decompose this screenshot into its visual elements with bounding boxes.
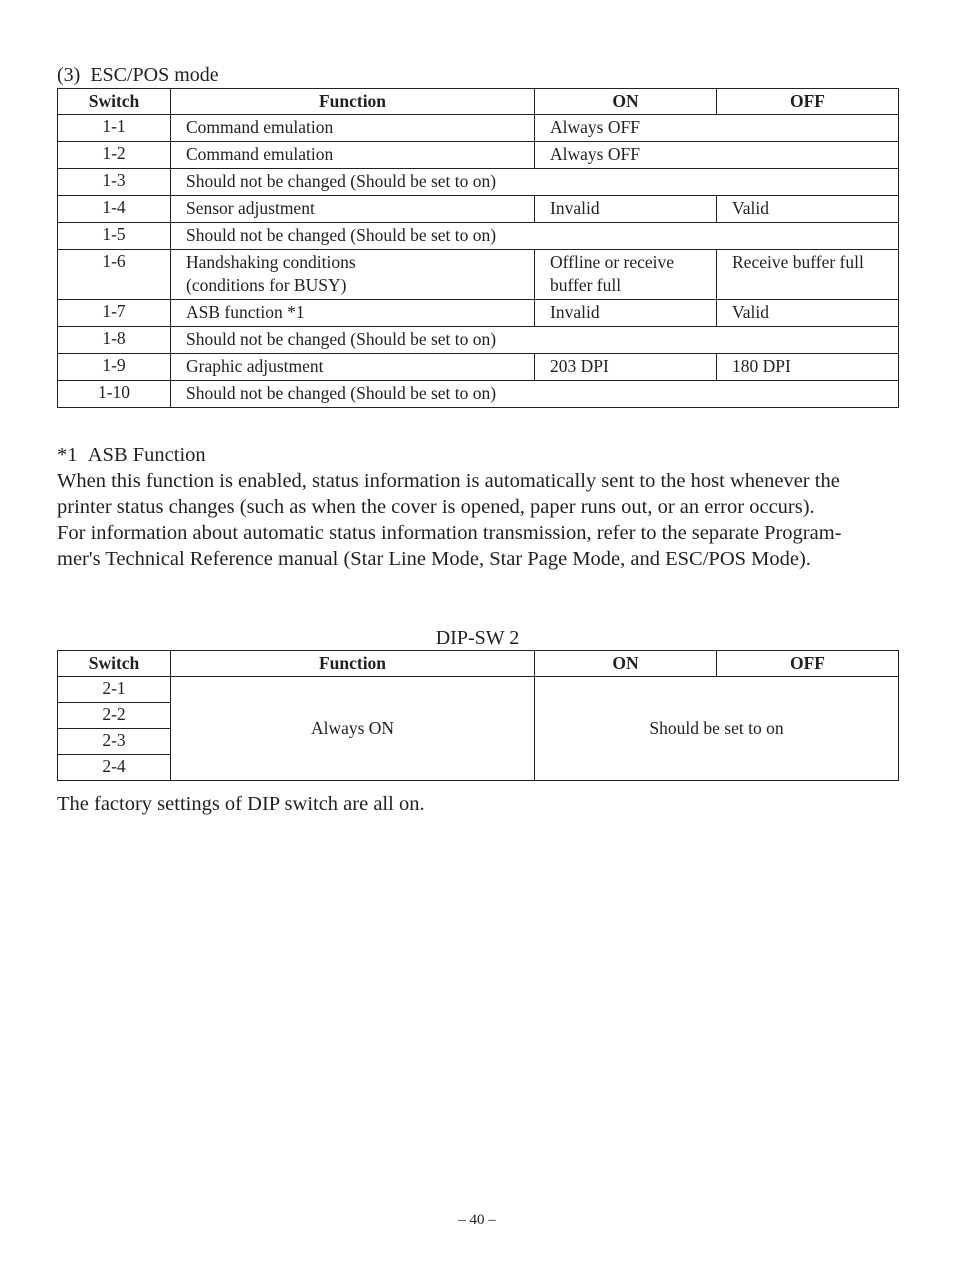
asb-function-note [57,442,898,572]
note-line: When this function is enabled, status information is automatically sent to the host whenever the [57,470,840,492]
function-cell [171,250,535,300]
switch-cell: 1-3 [58,169,171,196]
note-line: printer status changes (such as when the cover is opened, paper runs out, or an error occurs). [57,496,815,518]
function-cell: Command emulation [171,142,535,169]
switch-cell: 2-3 [58,729,171,755]
switch-cell: 1-2 [58,142,171,169]
function-cell: Should not be changed (Should be set to on) [171,381,899,408]
off-cell: Receive buffer full [717,250,899,300]
on-cell: Invalid [535,300,717,327]
dip-sw2-table [57,650,899,781]
note-line: For information about automatic status information transmission, refer to the separate Program- [57,522,842,544]
on-off-cell: Always OFF [535,115,899,142]
function-cell: Should not be changed (Should be set to on) [171,223,899,250]
header-on: ON [535,89,717,115]
on-line: buffer full [550,275,622,295]
esc-pos-switch-table [57,88,899,408]
header-off: OFF [717,89,899,115]
page-number: – 40 – [458,1212,496,1228]
table-row [58,677,899,703]
off-cell: Valid [717,196,899,223]
factory-settings-note: The factory settings of DIP switch are all on. [57,793,425,815]
switch-cell: 1-7 [58,300,171,327]
function-cell: Command emulation [171,115,535,142]
off-cell: Valid [717,300,899,327]
note-line: mer's Technical Reference manual (Star Line Mode, Star Page Mode, and ESC/POS Mode). [57,548,811,570]
switch-cell: 2-1 [58,677,171,703]
switch-cell: 1-10 [58,381,171,408]
section-title: (3) ESC/POS mode [57,64,219,86]
function-cell: Always ON [171,677,535,781]
on-cell [535,250,717,300]
table-row [58,300,899,327]
switch-cell: 1-8 [58,327,171,354]
function-cell: Sensor adjustment [171,196,535,223]
switch-cell: 1-5 [58,223,171,250]
note-title: *1 ASB Function [57,444,206,466]
function-line: Handshaking conditions [186,252,356,272]
header-switch: Switch [58,89,171,115]
dip-sw2-title: DIP-SW 2 [435,627,520,649]
header-function: Function [171,89,535,115]
header-on: ON [535,651,717,677]
table-row [58,381,899,408]
switch-cell: 1-6 [58,250,171,300]
function-cell: ASB function *1 [171,300,535,327]
table-row [58,354,899,381]
table-header-row [58,651,899,677]
on-line: Offline or receive [550,252,675,272]
function-cell: Graphic adjustment [171,354,535,381]
switch-cell: 1-4 [58,196,171,223]
table-row [58,250,899,300]
switch-cell: 2-2 [58,703,171,729]
table-row [58,196,899,223]
switch-cell: 1-9 [58,354,171,381]
function-cell: Should not be changed (Should be set to on) [171,169,899,196]
header-off: OFF [717,651,899,677]
table-header-row [58,89,899,115]
setting-cell: Should be set to on [535,677,899,781]
table-row [58,142,899,169]
table-row [58,169,899,196]
function-cell: Should not be changed (Should be set to on) [171,327,899,354]
document-page [57,62,898,817]
table-row [58,327,899,354]
header-switch: Switch [58,651,171,677]
function-line: (conditions for BUSY) [186,275,347,295]
switch-cell: 1-1 [58,115,171,142]
on-off-cell: Always OFF [535,142,899,169]
header-function: Function [171,651,535,677]
off-cell: 180 DPI [717,354,899,381]
table-row [58,115,899,142]
on-cell: Invalid [535,196,717,223]
on-cell: 203 DPI [535,354,717,381]
switch-cell: 2-4 [58,755,171,781]
table-row [58,223,899,250]
